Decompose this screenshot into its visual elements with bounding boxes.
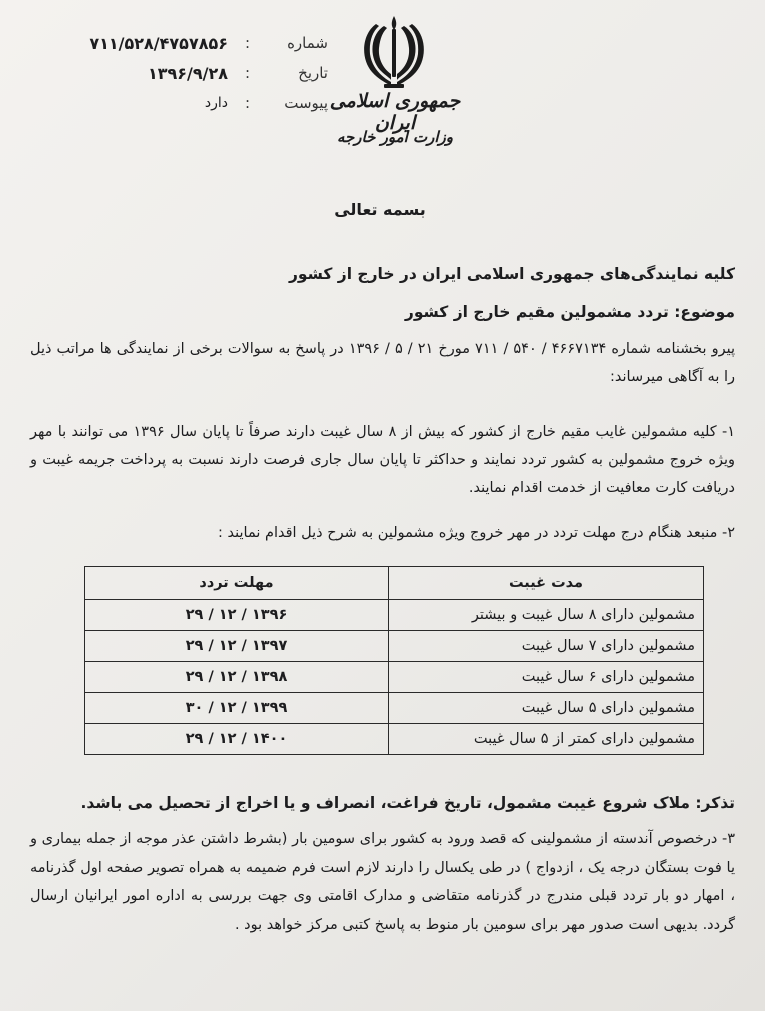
absence-duration-cell: مشمولین دارای ۵ سال غیبت bbox=[389, 693, 704, 724]
deadline-cell: ۱۳۹۸ / ۱۲ / ۲۹ bbox=[85, 662, 389, 693]
deadline-table bbox=[84, 566, 704, 755]
absence-duration-cell: مشمولین دارای ۸ سال غیبت و بیشتر bbox=[389, 600, 704, 631]
note-line: تذکر: ملاک شروع غیبت مشمول، تاریخ فراغت، انصراف و یا اخراج از تحصیل می باشد. bbox=[80, 794, 735, 812]
basmala: بسمه تعالی bbox=[334, 200, 426, 219]
deadline-cell: ۱۳۹۹ / ۱۲ / ۳۰ bbox=[85, 693, 389, 724]
iran-emblem-icon bbox=[358, 12, 430, 94]
absence-duration-cell: مشمولین دارای ۷ سال غیبت bbox=[389, 631, 704, 662]
attachment-row bbox=[38, 88, 328, 118]
item-3-paragraph: ۳- درخصوص آندسته از مشمولینی که قصد ورود به کشور برای سومین بار (بشرط داشتن عذر موجه از جمله بیماری و یا فوت بستگان درجه یک ، ازدواج ) در طی یکسال را دارند لازم است فرم ضمیمه به همراه تصویر صفحه اول گذرنامه ، امهار دو بار تردد قبلی مندرج در گذرنامه متقاضی و مدارک اقامتی وی جهت بررسی به اداره امور ایرانیان ارسال گردد. بدیهی است صدور مهر برای سومین بار منوط به پاسخ کتبی مرکز خواهد بود . bbox=[30, 831, 735, 933]
organization-name: جمهوری اسلامی ایران bbox=[329, 90, 461, 134]
table-row bbox=[85, 631, 704, 662]
table-row bbox=[85, 662, 704, 693]
table-row bbox=[85, 693, 704, 724]
header-travel-deadline: مهلت تردد bbox=[85, 567, 389, 600]
deadline-cell: ۱۴۰۰ / ۱۲ / ۲۹ bbox=[85, 724, 389, 755]
reference-block bbox=[38, 28, 328, 118]
date-colon: : bbox=[244, 64, 250, 82]
attachment-value: دارد bbox=[204, 95, 228, 111]
date-row bbox=[38, 58, 328, 88]
deadline-cell: ۱۳۹۶ / ۱۲ / ۲۹ bbox=[85, 600, 389, 631]
number-label: شماره bbox=[287, 34, 328, 52]
intro-paragraph: پیرو بخشنامه شماره ۴۶۶۷۱۳۴ / ۵۴۰ / ۷۱۱ مورخ ۲۱ / ۵ / ۱۳۹۶ در پاسخ به سوالات برخی از نمایندگی ها مراتب ذیل را به آگاهی میرساند: bbox=[30, 341, 736, 385]
ministry-name: وزارت امور خارجه bbox=[336, 128, 454, 146]
attachment-colon: : bbox=[244, 94, 250, 112]
item-1-paragraph: ۱- کلیه مشمولین غایب مقیم خارج از کشور که بیش از ۸ سال غیبت دارند صرفاً تا پایان سال ۱۳۹۶ می توانند با مهر ویژه خروج مشمولین به کشور تردد نمایند و حداکثر تا پایان سال جاری فرصت دارند نسبت به پرداخت جریمه غیبت و دریافت کارت معافیت از خدمت اقدام نمایند. bbox=[30, 424, 735, 496]
item-2-paragraph: ۲- منبعد هنگام درج مهلت تردد در مهر خروج ویژه مشمولین به شرح ذیل اقدام نمایند : bbox=[218, 525, 735, 541]
number-colon: : bbox=[244, 34, 250, 52]
number-value: ۷۱۱/۵۲۸/۴۷۵۷۸۵۶ bbox=[89, 33, 228, 53]
attachment-label: پیوست bbox=[284, 94, 328, 112]
addressee: کلیه نمایندگی‌های جمهوری اسلامی ایران در خارج از کشور bbox=[288, 265, 735, 283]
deadline-cell: ۱۳۹۷ / ۱۲ / ۲۹ bbox=[85, 631, 389, 662]
date-value: ۱۳۹۶/۹/۲۸ bbox=[147, 63, 228, 83]
number-row bbox=[38, 28, 328, 58]
date-label: تاریخ bbox=[298, 64, 328, 82]
header-absence-duration: مدت غیبت bbox=[389, 567, 704, 600]
table-row bbox=[85, 724, 704, 755]
table-header-row bbox=[85, 567, 704, 600]
table-row bbox=[85, 600, 704, 631]
absence-duration-cell: مشمولین دارای کمتر از ۵ سال غیبت bbox=[389, 724, 704, 755]
subject-line: موضوع: تردد مشمولین مقیم خارج از کشور bbox=[404, 303, 735, 321]
absence-duration-cell: مشمولین دارای ۶ سال غیبت bbox=[389, 662, 704, 693]
